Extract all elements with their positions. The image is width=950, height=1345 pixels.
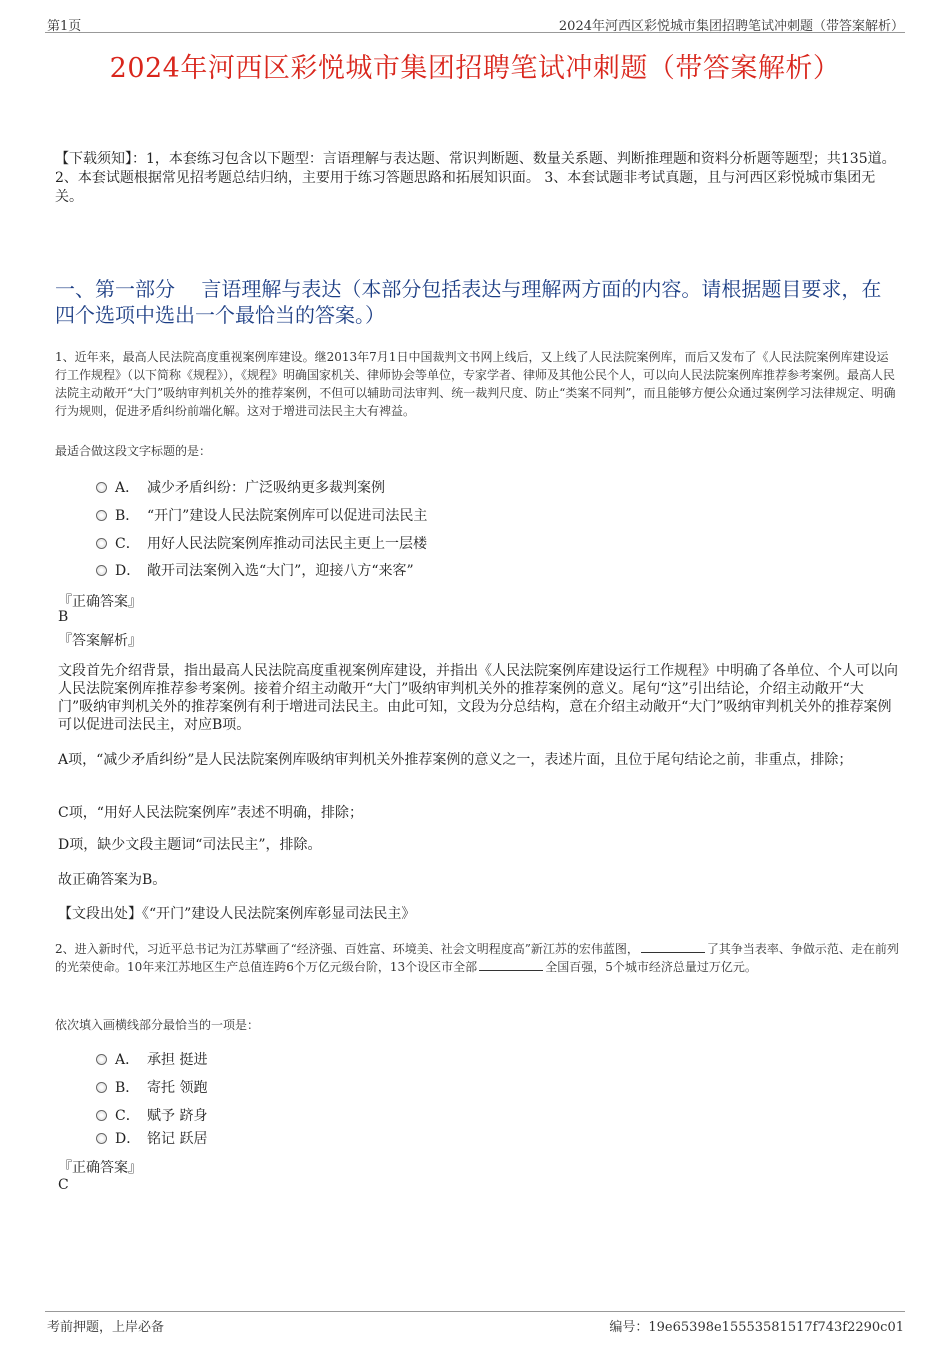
question-2-prompt: 依次填入画横线部分最恰当的一项是： bbox=[55, 1018, 260, 1032]
analysis-paragraph: D项，缺少文段主题词“司法民主”，排除。 bbox=[58, 837, 322, 853]
option-text: 寄托 领跑 bbox=[147, 1080, 208, 1096]
question-2-text bbox=[55, 940, 900, 976]
fill-blank bbox=[479, 960, 543, 971]
option-text: 用好人民法院案例库推动司法民主更上一层楼 bbox=[147, 536, 427, 552]
header-divider bbox=[45, 32, 905, 33]
question-2-answer-tag: 『正确答案』 bbox=[58, 1160, 142, 1176]
radio-icon[interactable] bbox=[96, 1054, 107, 1065]
option-label: A． bbox=[115, 480, 140, 496]
header-doc-title: 2024年河西区彩悦城市集团招聘笔试冲刺题（带答案解析） bbox=[558, 19, 904, 34]
option-label: C． bbox=[115, 1108, 140, 1124]
footer-slogan: 考前押题，上岸必备 bbox=[47, 1320, 165, 1335]
question-1-answer: B bbox=[58, 609, 69, 625]
footer-serial: 编号：19e65398e15553581517f743f2290c01 bbox=[609, 1320, 904, 1335]
question-1-analysis-tag: 『答案解析』 bbox=[58, 633, 142, 649]
question-2-text-part: 2、进入新时代，习近平总书记为江苏擘画了“经济强、百姓富、环境美、社会文明程度高”新江苏的宏伟蓝图， bbox=[55, 942, 639, 956]
question-1-source: 【文段出处】《“开门”建设人民法院案例库彰显司法民主》 bbox=[58, 906, 416, 922]
question-1-prompt: 最适合做这段文字标题的是： bbox=[55, 444, 212, 458]
option-label: B． bbox=[115, 508, 140, 524]
question-2-option-a[interactable] bbox=[96, 1049, 207, 1069]
radio-icon[interactable] bbox=[96, 1082, 107, 1093]
download-notice: 【下载须知】：1，本套练习包含以下题型：言语理解与表达题、常识判断题、数量关系题、判断推理题和资料分析题等题型；共135道。 2、本套试题根据常见招考题总结归纳，主要用于练习答题思路和拓展知识面。 3、本套试题非考试真题，且与河西区彩悦城市集团无关。 bbox=[55, 151, 896, 205]
fill-blank bbox=[641, 942, 705, 953]
option-label: D． bbox=[115, 1131, 141, 1147]
question-2-answer: C bbox=[58, 1177, 69, 1193]
option-label: B． bbox=[115, 1080, 140, 1096]
question-2-text-part: 全国百强，5个城市经济总量过万亿元。 bbox=[545, 960, 757, 974]
analysis-paragraph: 故正确答案为B。 bbox=[58, 872, 167, 888]
option-text: 减少矛盾纠纷：广泛吸纳更多裁判案例 bbox=[147, 480, 385, 496]
question-1-answer-tag: 『正确答案』 bbox=[58, 594, 142, 610]
page-title: 2024年河西区彩悦城市集团招聘笔试冲刺题（带答案解析） bbox=[109, 53, 841, 84]
option-text: 承担 挺进 bbox=[147, 1052, 208, 1068]
question-1-option-c[interactable] bbox=[96, 533, 427, 553]
option-label: D． bbox=[115, 563, 141, 579]
radio-icon[interactable] bbox=[96, 1133, 107, 1144]
question-2-option-d[interactable] bbox=[96, 1128, 207, 1148]
footer-divider bbox=[45, 1311, 905, 1312]
question-2-option-b[interactable] bbox=[96, 1077, 207, 1097]
analysis-paragraph: A项，“减少矛盾纠纷”是人民法院案例库吸纳审判机关外推荐案例的意义之一，表述片面，且位于尾句结论之前，非重点，排除； bbox=[58, 752, 853, 768]
question-1-text: 1、近年来，最高人民法院高度重视案例库建设。继2013年7月1日中国裁判文书网上线后，又上线了人民法院案例库，而后又发布了《人民法院案例库建设运行工作规程》（以下简称《规程》），《规程》明确国家机关、律师协会等单位，专家学者、律师及其他公民个人，可以向人民法院案例库推荐参考案例。最高人民法院主动敞开“大门”吸纳审判机关外的推荐案例，不但可以辅助司法审判、统一裁判尺度、防止“类案不同判”，而且能够方便公众通过案例学习法律规定、明确行为规则，促进矛盾纠纷前端化解。这对于增进司法民主大有裨益。 bbox=[55, 350, 896, 418]
question-1-option-a[interactable] bbox=[96, 477, 385, 497]
question-1-option-b[interactable] bbox=[96, 505, 427, 525]
radio-icon[interactable] bbox=[96, 482, 107, 493]
option-text: 敞开司法案例入选“大门”，迎接八方“来客” bbox=[147, 563, 414, 579]
analysis-paragraph: C项，“用好人民法院案例库”表述不明确，排除； bbox=[58, 805, 364, 821]
radio-icon[interactable] bbox=[96, 510, 107, 521]
question-2-text-part: 了其争当表率、争做示范、走在前列的光荣使命。10年来江苏地区生产总值连跨6个万亿元级台阶，13个设区市全部 bbox=[55, 942, 899, 974]
radio-icon[interactable] bbox=[96, 565, 107, 576]
option-label: A． bbox=[115, 1052, 140, 1068]
section-heading: 一、第一部分 言语理解与表达（本部分包括表达与理解两方面的内容。请根据题目要求，在四个选项中选出一个最恰当的答案。） bbox=[55, 277, 882, 327]
question-2-option-c[interactable] bbox=[96, 1105, 207, 1125]
option-text: “开门”建设人民法院案例库可以促进司法民主 bbox=[147, 508, 428, 524]
option-text: 铭记 跃居 bbox=[147, 1131, 208, 1147]
analysis-paragraph: 文段首先介绍背景，指出最高人民法院高度重视案例库建设，并指出《人民法院案例库建设运行工作规程》中明确了各单位、个人可以向人民法院案例库推荐参考案例。接着介绍主动敞开“大门”吸纳审判机关外的推荐案例的意义。尾句“这”引出结论，介绍主动敞开“大门”吸纳审判机关外的推荐案例有利于增进司法民主。由此可知，文段为分总结构，意在介绍主动敞开“大门”吸纳审判机关外的推荐案例可以促进司法民主，对应B项。 bbox=[58, 663, 898, 733]
option-text: 赋予 跻身 bbox=[147, 1108, 208, 1124]
option-label: C． bbox=[115, 536, 140, 552]
radio-icon[interactable] bbox=[96, 538, 107, 549]
radio-icon[interactable] bbox=[96, 1110, 107, 1121]
question-1-option-d[interactable] bbox=[96, 560, 414, 580]
header-page-number: 第1页 bbox=[47, 19, 82, 34]
